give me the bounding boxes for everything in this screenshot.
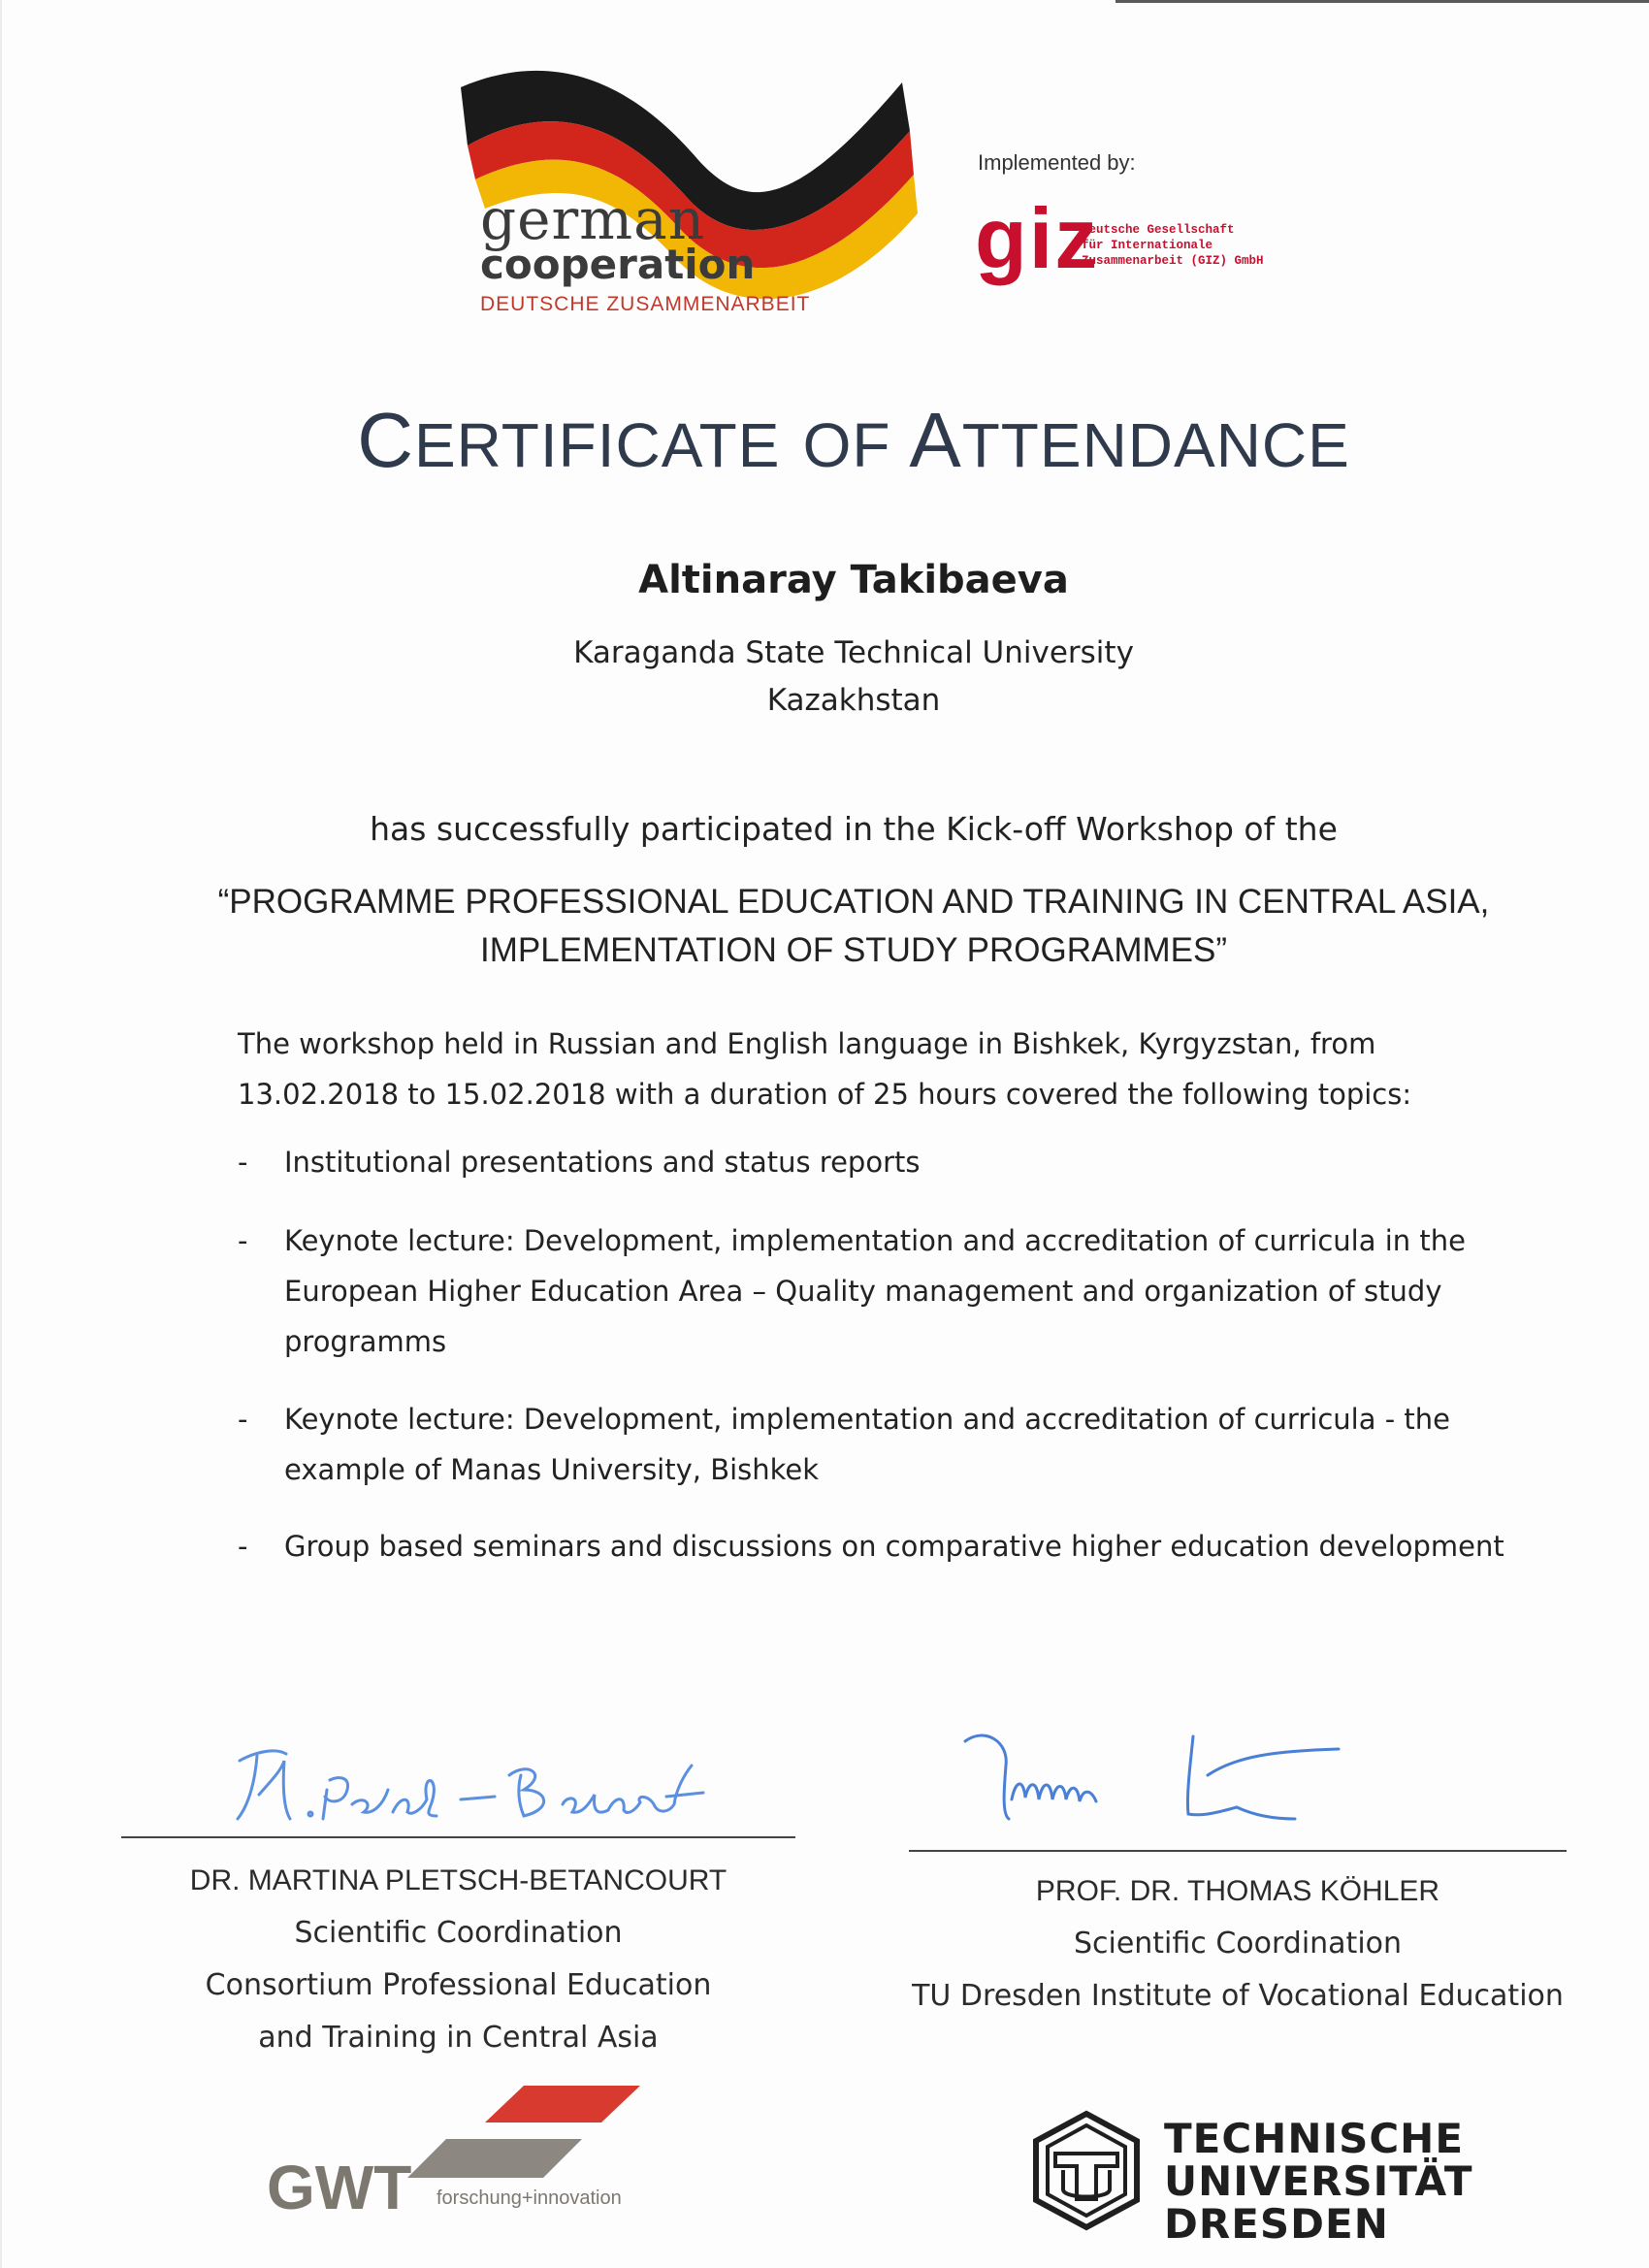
signature-line-right [909, 1850, 1567, 1852]
signature-line-left [121, 1836, 795, 1838]
german-cooperation-word-german: german [480, 186, 706, 252]
tu-dresden-line3: DRESDEN [1164, 2200, 1389, 2248]
title-word-certificate: ERTIFICATE [413, 410, 781, 480]
signatory-left-organization: Consortium Professional Education [205, 1968, 712, 2002]
topic-text: Institutional presentations and status reports [284, 1146, 921, 1179]
signatory-left-organization-cont: and Training in Central Asia [258, 2021, 659, 2055]
participation-statement: has successfully participated in the Kick-off Workshop of the [370, 810, 1338, 848]
topic-bullet: - [238, 1403, 248, 1436]
implemented-by-label: Implemented by: [978, 150, 1136, 175]
workshop-description: The workshop held in Russian and English language in Bishkek, Kyrgyzstan, from 13.02.2018 to 15.02.2018 with a duration of 25 hours covered the following topics: [238, 1027, 1412, 1111]
recipient-name: Altinaray Takibaeva [638, 558, 1069, 602]
topic-text: Keynote lecture: Development, implementation and accreditation of curricula in the European Higher Education Area – Quality management and organization of study programms [284, 1224, 1466, 1358]
signatory-right-organization: TU Dresden Institute of Vocational Education [912, 1979, 1564, 2013]
gwt-logo-subtitle: forschung+innovation [436, 2187, 622, 2209]
recipient-university: Karaganda State Technical University [573, 635, 1134, 670]
tu-dresden-logo-text [1164, 2115, 1473, 2248]
giz-full-name-line1: Deutsche Gesellschaft [1082, 223, 1235, 237]
giz-full-name [1082, 222, 1264, 269]
topic-bullet: - [238, 1146, 248, 1179]
signatory-left-role: Scientific Coordination [294, 1916, 623, 1950]
programme-title-line1: “PROGRAMME PROFESSIONAL EDUCATION AND TRAINING IN CENTRAL ASIA, [217, 883, 1490, 921]
topic-bullet: - [238, 1224, 248, 1257]
german-cooperation-word-cooperation: cooperation [480, 241, 756, 288]
title-initial-c: C [357, 397, 414, 483]
tu-dresden-emblem-icon [1028, 2110, 1145, 2231]
recipient-country: Kazakhstan [766, 683, 941, 718]
scan-edge-left [0, 0, 2, 2268]
signatory-right-role: Scientific Coordination [1073, 1927, 1403, 1960]
topic-text: Keynote lecture: Development, implementation and accreditation of curricula - the example of Manas University, Bishkek [284, 1403, 1450, 1486]
giz-full-name-line2: für Internationale [1082, 239, 1213, 252]
german-cooperation-subtitle: DEUTSCHE ZUSAMMENARBEIT [480, 293, 811, 315]
title-word-attendance: TTENDANCE [961, 410, 1350, 480]
signatory-right [909, 1865, 1567, 2023]
scan-edge-line [1116, 0, 1649, 3]
signatory-left-name: DR. MARTINA PLETSCH-BETANCOURT [189, 1864, 728, 1896]
title-word-of: OF [802, 410, 891, 480]
certificate-title [0, 396, 1649, 485]
title-initial-a: A [909, 397, 962, 483]
programme-title-line2: IMPLEMENTATION OF STUDY PROGRAMMES” [479, 931, 1228, 969]
giz-logo: giz [975, 190, 1100, 286]
signatory-right-name: PROF. DR. THOMAS KÖHLER [1035, 1875, 1440, 1907]
tu-dresden-line1: TECHNISCHE [1164, 2115, 1465, 2162]
topic-text: Group based seminars and discussions on comparative higher education development [284, 1530, 1504, 1563]
signatory-left [121, 1855, 795, 2064]
gwt-logo-text: GWT [267, 2153, 412, 2222]
signature-koehler [955, 1722, 1343, 1838]
topic-bullet: - [238, 1530, 248, 1563]
giz-full-name-line3: Zusammenarbeit (GIZ) GmbH [1082, 254, 1264, 268]
tu-dresden-line2: UNIVERSITÄT [1164, 2157, 1473, 2205]
signature-pletsch-betancourt [228, 1736, 713, 1833]
